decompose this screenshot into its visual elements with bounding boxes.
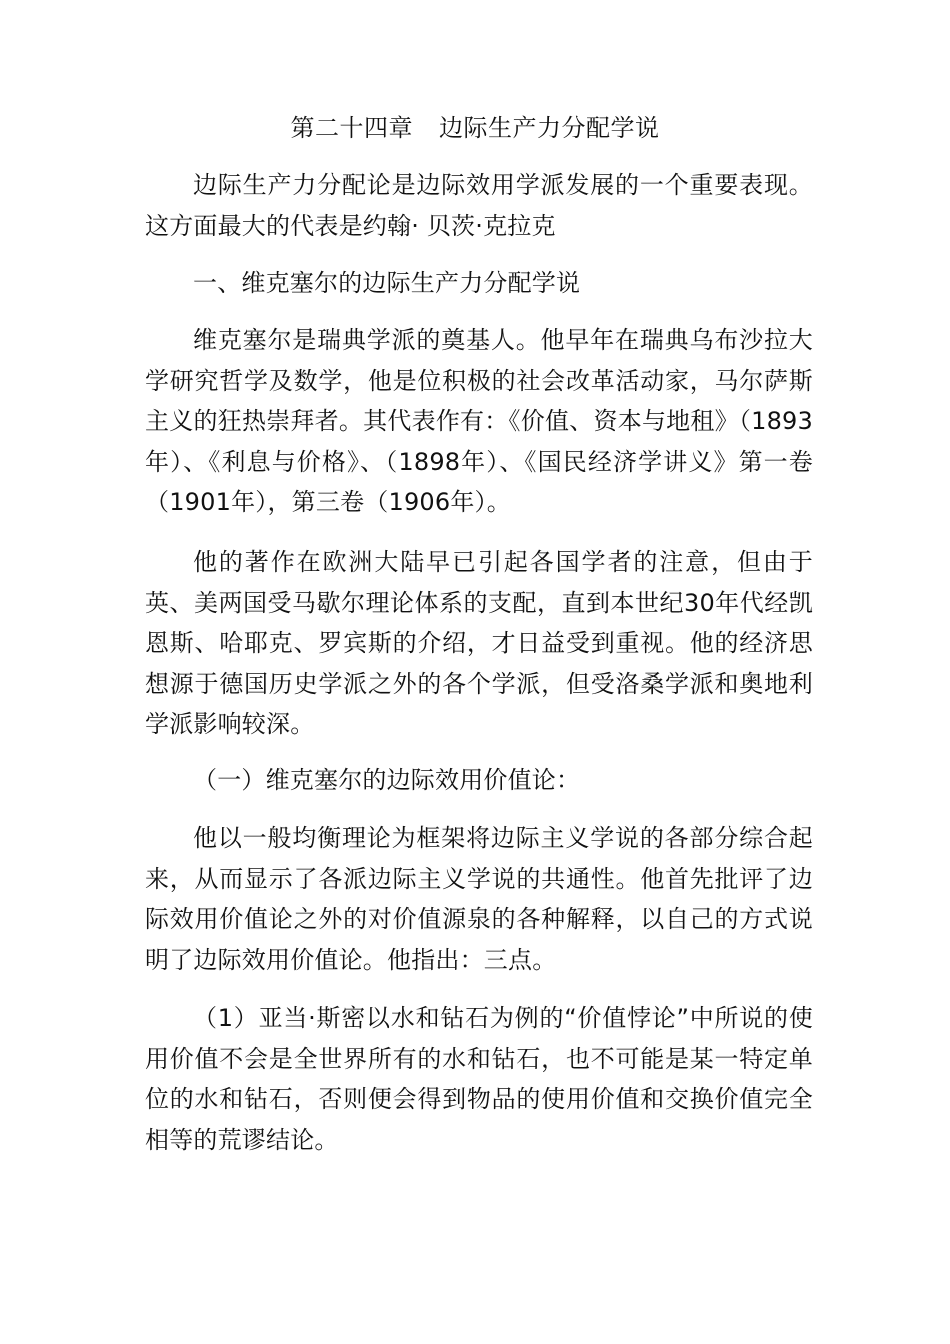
influence-paragraph: 他的著作在欧洲大陆早已引起各国学者的注意，但由于英、美两国受马歇尔理论体系的支配，直到本世纪30年代经凯恩斯、哈耶克、罗宾斯的介绍，才日益受到重视。他的经济思想源于德国历史学派之外的各个学派，但受洛桑学派和奥地利学派影响较深。 [145, 548, 813, 738]
section-heading: 一、维克塞尔的边际生产力分配学说 [193, 269, 581, 297]
chapter-number: 第二十四章 [290, 114, 413, 142]
chapter-title [0, 108, 950, 148]
chapter-subtitle: 边际生产力分配学说 [439, 114, 660, 142]
subsection-heading: （一）维克塞尔的边际效用价值论： [193, 766, 581, 794]
method-paragraph: 他以一般均衡理论为框架将边际主义学说的各部分综合起来，从而显示了各派边际主义学说的共通性。他首先批评了边际效用价值论之外的对价值源泉的各种解释，以自己的方式说明了边际效用价值论。他指出：三点。 [145, 824, 813, 974]
biography-paragraph: 维克塞尔是瑞典学派的奠基人。他早年在瑞典乌布沙拉大学研究哲学及数学，他是位积极的社会改革活动家，马尔萨斯主义的狂热崇拜者。其代表作有：《价值、资本与地租》（1893年）、《利息与价格》、（1898年）、《国民经济学讲义》第一卷（1901年），第三卷（1906年）。 [145, 326, 813, 516]
intro-paragraph: 边际生产力分配论是边际效用学派发展的一个重要表现。这方面最大的代表是约翰· 贝茨·克拉克 [145, 171, 813, 240]
point-one-paragraph: （1）亚当·斯密以水和钻石为例的“价值悖论”中所说的使用价值不会是全世界所有的水和钻石，也不可能是某一特定单位的水和钻石，否则便会得到物品的使用价值和交换价值完全相等的荒谬结论。 [145, 1004, 813, 1154]
